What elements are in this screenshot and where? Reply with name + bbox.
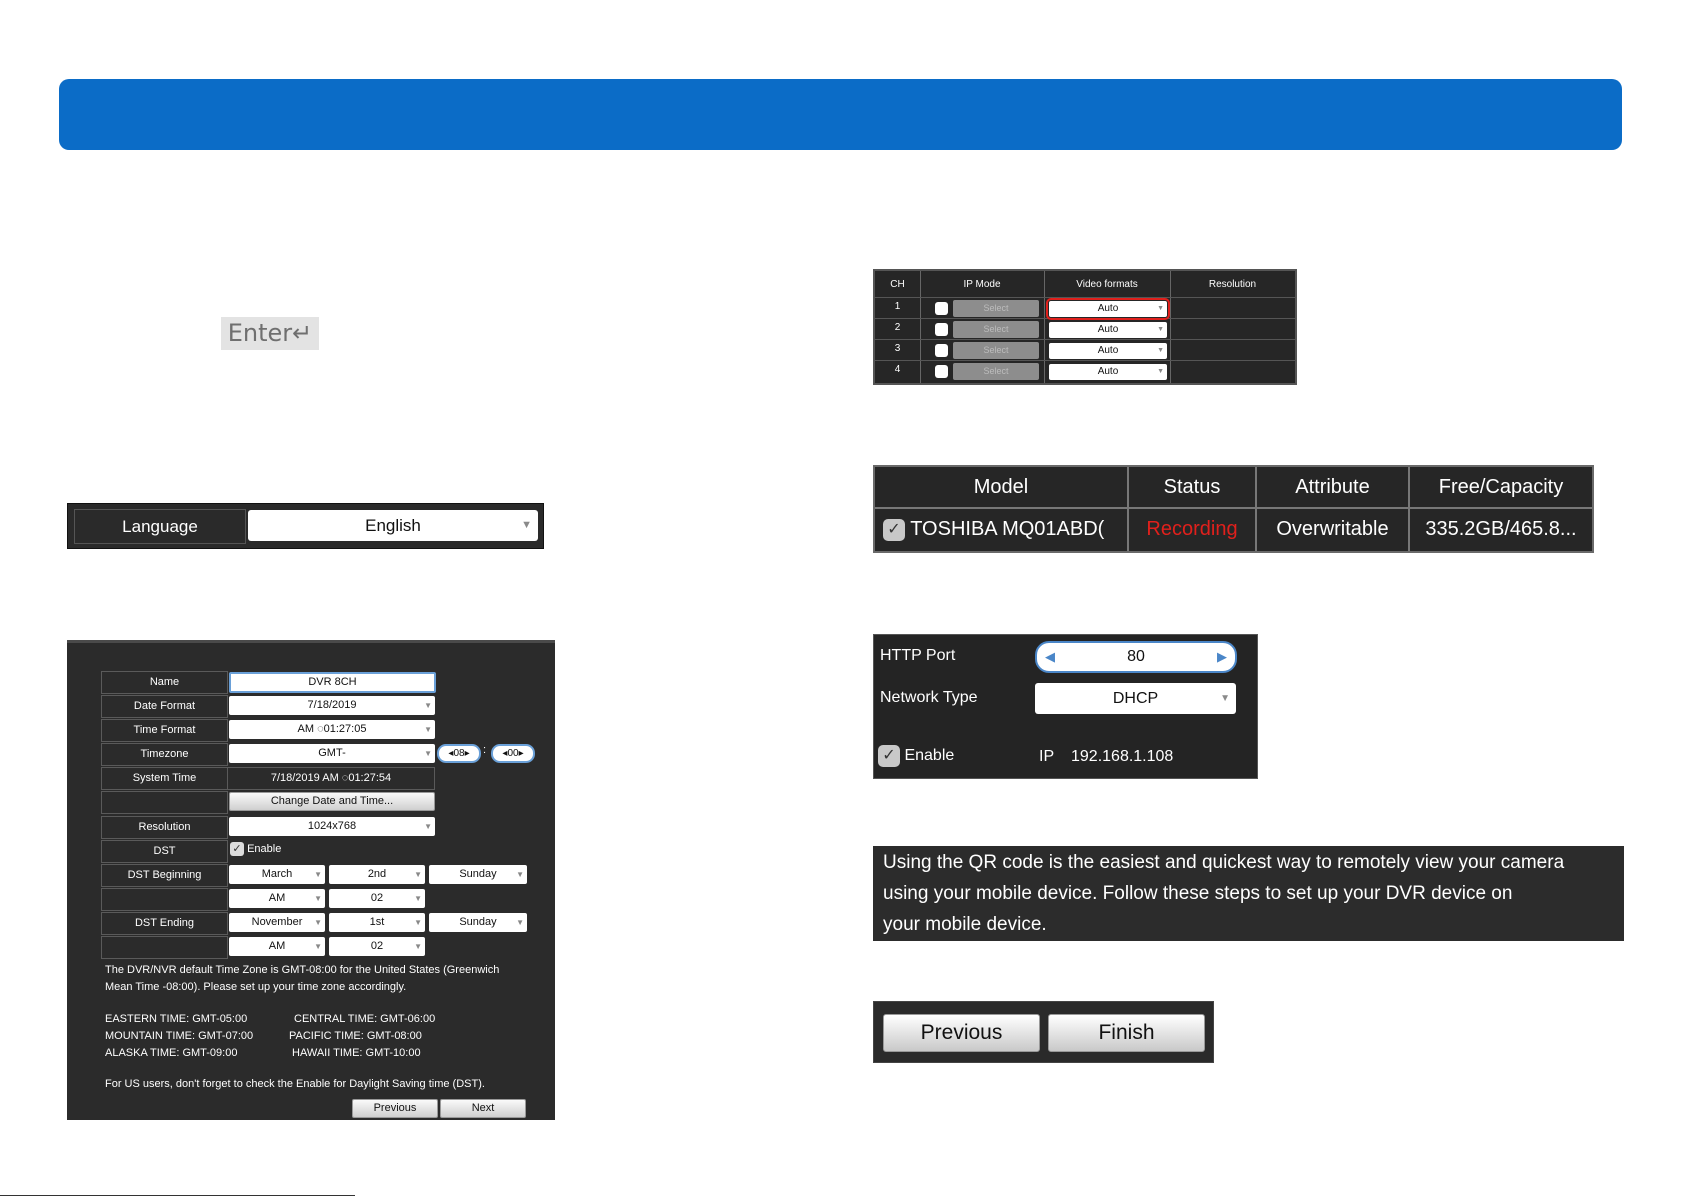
network-type-value: DHCP xyxy=(1112,690,1159,707)
previous-button[interactable]: Previous xyxy=(352,1099,438,1118)
header-banner xyxy=(59,79,1622,150)
dst-begin-day-select[interactable] xyxy=(429,865,527,884)
checkbox-checked-icon[interactable]: ✓ xyxy=(230,842,244,856)
column-header: Resolution xyxy=(1208,279,1257,290)
column-header: CH xyxy=(890,279,905,290)
time-format-value: AM ◌01:27:05 xyxy=(297,723,367,735)
empty-label-cell xyxy=(101,888,228,911)
dst-begin-month-select[interactable] xyxy=(229,865,325,884)
column-header: Video formats xyxy=(1076,279,1138,290)
resolution-value: 1024x768 xyxy=(307,820,357,832)
wizard-buttons xyxy=(873,1001,1214,1063)
chevron-down-icon: ▼ xyxy=(424,822,432,831)
empty-label-cell xyxy=(101,936,228,959)
alaska-time: ALASKA TIME: GMT-09:00 xyxy=(105,1047,238,1059)
checkbox[interactable] xyxy=(935,323,948,336)
ip-value: 192.168.1.108 xyxy=(1071,748,1174,765)
dst-end-month-value: November xyxy=(251,916,303,928)
select-button[interactable]: Select xyxy=(953,342,1039,359)
column-header: Attribute xyxy=(1295,476,1370,498)
dst-ending-label: DST Ending xyxy=(101,912,228,935)
disk-model-cell xyxy=(883,518,1127,541)
disk-capacity: 335.2GB/465.8... xyxy=(1425,518,1577,540)
dst-begin-hour-select[interactable] xyxy=(329,889,425,908)
chevron-left-icon[interactable]: ◀ xyxy=(1045,649,1055,664)
language-label: Language xyxy=(74,509,246,544)
disk-model: TOSHIBA MQ01ABD( xyxy=(910,518,1105,540)
chevron-down-icon: ▼ xyxy=(1157,326,1164,333)
time-format-select[interactable] xyxy=(229,720,435,739)
date-format-value: 7/18/2019 xyxy=(307,699,357,711)
chevron-down-icon: ▼ xyxy=(1157,368,1164,375)
row-divider xyxy=(875,297,1295,298)
disk-attribute: Overwritable xyxy=(1276,518,1389,540)
video-format-select[interactable] xyxy=(1049,322,1167,338)
video-format-value: Auto xyxy=(1097,324,1119,335)
language-select[interactable] xyxy=(248,510,538,541)
dst-beginning-label: DST Beginning xyxy=(101,864,228,887)
enter-key-icon: Enter↵ xyxy=(221,317,319,350)
next-button[interactable]: Next xyxy=(440,1099,526,1118)
change-date-time-button[interactable]: Change Date and Time... xyxy=(229,792,435,811)
tz-minutes-stepper[interactable] xyxy=(491,744,535,763)
disk-status: Recording xyxy=(1146,518,1238,540)
http-port-label: HTTP Port xyxy=(880,647,956,664)
chevron-down-icon: ▼ xyxy=(1157,347,1164,354)
chevron-down-icon: ▼ xyxy=(414,894,422,903)
row-divider xyxy=(875,318,1295,319)
select-button[interactable]: Select xyxy=(953,300,1039,317)
row-divider xyxy=(875,339,1295,340)
dst-begin-ampm-select[interactable] xyxy=(229,889,325,908)
chevron-right-icon: ▸ xyxy=(518,748,524,759)
column-header: Status xyxy=(1163,476,1221,498)
chevron-down-icon: ▼ xyxy=(314,894,322,903)
previous-button[interactable]: Previous xyxy=(883,1014,1040,1052)
column-header: IP Mode xyxy=(963,279,1001,290)
chevron-down-icon: ▼ xyxy=(314,942,322,951)
chevron-down-icon: ▼ xyxy=(414,870,422,879)
dst-begin-week-value: 2nd xyxy=(367,868,387,880)
date-format-select[interactable] xyxy=(229,696,435,715)
dst-enable-label: Enable xyxy=(247,842,282,855)
dst-end-hour-value: 02 xyxy=(370,940,384,952)
chevron-down-icon: ▼ xyxy=(516,918,524,927)
timezone-select[interactable] xyxy=(229,744,435,763)
video-format-value: Auto xyxy=(1097,345,1119,356)
dst-begin-hour-value: 02 xyxy=(370,892,384,904)
date-format-label: Date Format xyxy=(101,695,228,718)
empty-label-cell xyxy=(101,791,228,814)
checkbox-checked-icon[interactable]: ✓ xyxy=(883,519,905,541)
chevron-down-icon: ▼ xyxy=(314,870,322,879)
channel-number: 4 xyxy=(894,364,901,375)
name-input[interactable]: DVR 8CH xyxy=(229,672,436,693)
enable-label: Enable xyxy=(904,747,955,765)
language-panel xyxy=(67,503,544,549)
finish-button[interactable]: Finish xyxy=(1048,1014,1205,1052)
http-port-value: 80 xyxy=(1127,648,1145,665)
chevron-left-icon: ◂ xyxy=(448,748,454,759)
language-value: English xyxy=(365,516,421,535)
dst-end-ampm-select[interactable] xyxy=(229,937,325,956)
checkbox[interactable] xyxy=(935,344,948,357)
checkbox[interactable] xyxy=(935,365,948,378)
dst-enable[interactable] xyxy=(230,842,281,856)
hawaii-time: HAWAII TIME: GMT-10:00 xyxy=(292,1047,421,1059)
chevron-right-icon: ▸ xyxy=(464,748,470,759)
tz-separator: : xyxy=(483,744,487,756)
video-format-value: Auto xyxy=(1097,303,1119,314)
eastern-time: EASTERN TIME: GMT-05:00 xyxy=(105,1013,248,1025)
timezone-note-line2: Mean Time -08:00). Please set up your time zone accordingly. xyxy=(105,981,407,993)
chevron-down-icon: ▼ xyxy=(1220,693,1230,704)
name-label: Name xyxy=(101,671,228,694)
video-format-select[interactable] xyxy=(1049,343,1167,359)
dst-begin-day-value: Sunday xyxy=(459,868,497,880)
dst-begin-week-select[interactable] xyxy=(329,865,425,884)
system-time-value: 7/18/2019 AM ◌01:27:54 xyxy=(227,767,435,790)
mountain-time: MOUNTAIN TIME: GMT-07:00 xyxy=(105,1030,254,1042)
column-header: Model xyxy=(973,476,1029,498)
chevron-down-icon: ▼ xyxy=(521,519,532,531)
central-time: CENTRAL TIME: GMT-06:00 xyxy=(294,1013,436,1025)
chevron-down-icon: ▼ xyxy=(424,749,432,758)
dst-begin-ampm-value: AM xyxy=(268,892,286,904)
checkbox[interactable] xyxy=(935,302,948,315)
pacific-time: PACIFIC TIME: GMT-08:00 xyxy=(289,1030,422,1042)
timezone-note-line1: The DVR/NVR default Time Zone is GMT-08:00 for the United States (Greenwich xyxy=(105,964,500,976)
chevron-right-icon[interactable]: ▶ xyxy=(1217,649,1227,664)
resolution-select[interactable] xyxy=(229,817,435,836)
chevron-down-icon: ▼ xyxy=(424,701,432,710)
dst-end-week-value: 1st xyxy=(369,916,385,928)
dst-end-day-value: Sunday xyxy=(459,916,497,928)
system-time-label: System Time xyxy=(101,767,228,790)
ip-label: IP xyxy=(1039,748,1055,765)
timezone-value: GMT- xyxy=(318,747,346,759)
chevron-down-icon: ▼ xyxy=(314,918,322,927)
select-button[interactable]: Select xyxy=(953,363,1039,380)
tz-hours-value: 08 xyxy=(453,748,465,759)
enable-toggle[interactable] xyxy=(878,745,954,767)
resolution-label: Resolution xyxy=(101,816,228,839)
column-header: Free/Capacity xyxy=(1438,476,1564,498)
video-format-select[interactable] xyxy=(1049,364,1167,380)
video-format-value: Auto xyxy=(1097,366,1119,377)
dst-end-hour-select[interactable] xyxy=(329,937,425,956)
chevron-left-icon: ◂ xyxy=(502,748,508,759)
time-format-label: Time Format xyxy=(101,719,228,742)
network-type-label: Network Type xyxy=(880,689,978,706)
disk-table xyxy=(873,465,1594,553)
chevron-down-icon: ▼ xyxy=(516,870,524,879)
http-port-stepper[interactable] xyxy=(1035,641,1237,673)
select-button[interactable]: Select xyxy=(953,321,1039,338)
chevron-down-icon: ▼ xyxy=(424,725,432,734)
chevron-down-icon: ▼ xyxy=(1157,305,1164,312)
qr-line: Using the QR code is the easiest and quickest way to remotely view your camera xyxy=(883,852,1565,873)
dst-end-ampm-value: AM xyxy=(268,940,286,952)
dst-end-month-select[interactable] xyxy=(229,913,325,932)
network-type-select[interactable] xyxy=(1035,683,1236,714)
dst-end-day-select[interactable] xyxy=(429,913,527,932)
qr-line: using your mobile device. Follow these steps to set up your DVR device on xyxy=(883,883,1513,904)
tz-minutes-value: 00 xyxy=(507,748,519,759)
video-format-select[interactable] xyxy=(1049,301,1167,317)
network-panel xyxy=(873,634,1258,779)
chevron-down-icon: ▼ xyxy=(414,918,422,927)
channel-number: 3 xyxy=(894,343,901,354)
timezone-label: Timezone xyxy=(101,743,228,766)
row-divider xyxy=(875,360,1295,361)
checkbox-checked-icon[interactable]: ✓ xyxy=(878,745,900,767)
dvr-settings-panel xyxy=(67,640,555,1120)
qr-instructions xyxy=(873,846,1624,941)
dst-label: DST xyxy=(101,840,228,863)
qr-line: your mobile device. xyxy=(883,914,1047,935)
channel-number: 1 xyxy=(894,301,901,312)
row-divider xyxy=(875,507,1592,509)
channel-number: 2 xyxy=(894,322,901,333)
dst-reminder: For US users, don't forget to check the Enable for Daylight Saving time (DST). xyxy=(105,1078,485,1090)
tz-hours-stepper[interactable] xyxy=(437,744,481,763)
chevron-down-icon: ▼ xyxy=(414,942,422,951)
dst-end-week-select[interactable] xyxy=(329,913,425,932)
dst-begin-month-value: March xyxy=(261,868,293,880)
channel-table xyxy=(873,269,1297,385)
